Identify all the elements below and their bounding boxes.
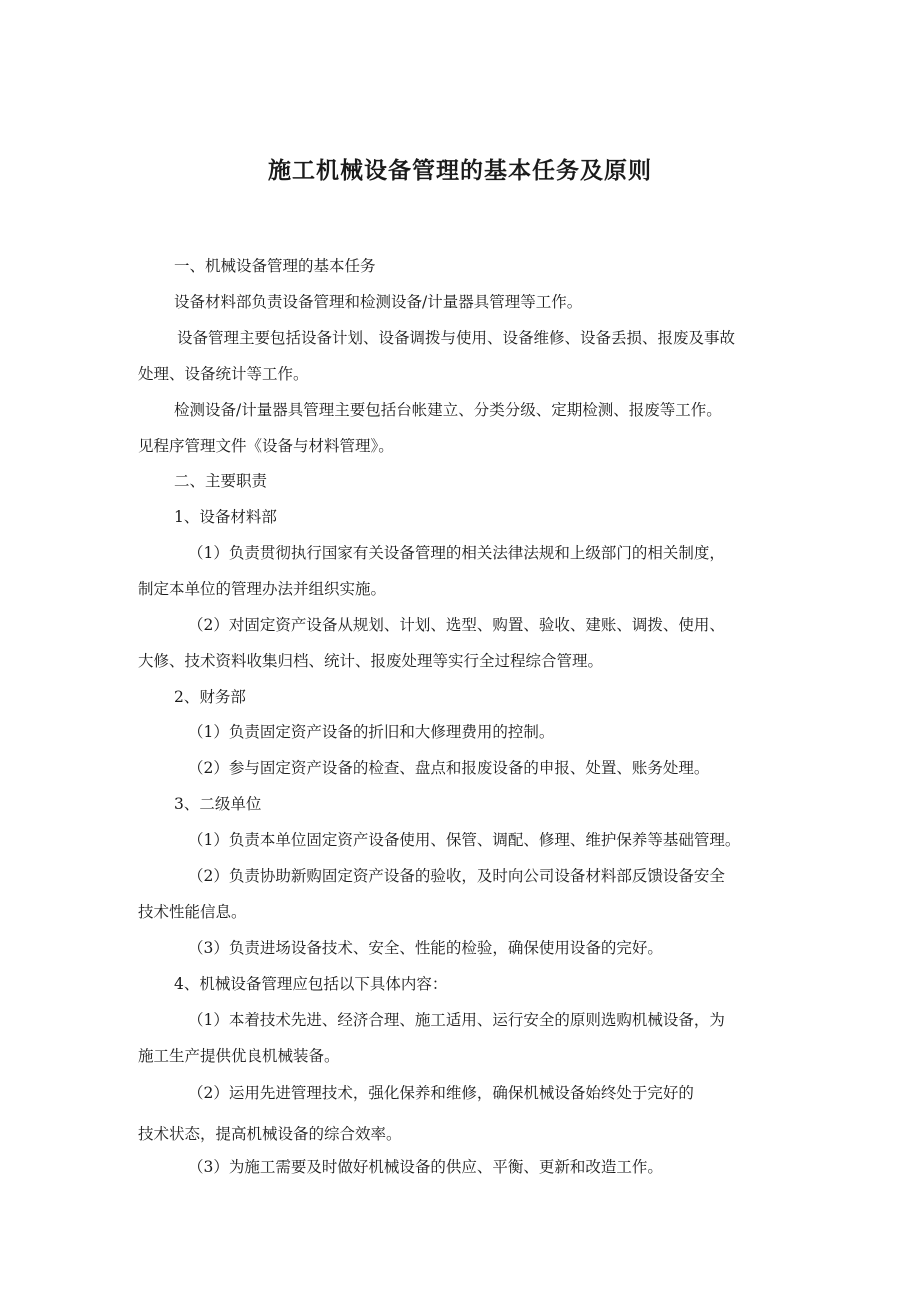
list-item: （2）负责协助新购固定资产设备的验收，及时向公司设备材料部反馈设备安全: [188, 867, 725, 885]
paragraph-line: 施工生产提供优良机械装备。: [138, 1047, 340, 1065]
list-item: （2）对固定资产设备从规划、计划、选型、购置、验收、建账、调拨、使用、: [188, 616, 725, 634]
list-item: （2）参与固定资产设备的检查、盘点和报废设备的申报、处置、账务处理。: [188, 759, 710, 777]
list-item: （3）负责进场设备技术、安全、性能的检验，确保使用设备的完好。: [188, 939, 663, 957]
list-item: （1）负责本单位固定资产设备使用、保管、调配、修理、维护保养等基础管理。: [188, 831, 741, 849]
paragraph-line: 设备材料部负责设备管理和检测设备/计量器具管理等工作。: [174, 293, 583, 311]
paragraph-line: 制定本单位的管理办法并组织实施。: [138, 580, 387, 598]
subsection-heading: 1、设备材料部: [174, 508, 277, 526]
list-item: （1）负责固定资产设备的折旧和大修理费用的控制。: [188, 723, 555, 741]
paragraph-line: 见程序管理文件《设备与材料管理》。: [138, 437, 394, 455]
section-heading-1: 一、机械设备管理的基本任务: [174, 257, 376, 275]
list-item: （3）为施工需要及时做好机械设备的供应、平衡、更新和改造工作。: [188, 1158, 663, 1176]
paragraph-line: 处理、设备统计等工作。: [138, 365, 309, 383]
subsection-heading: 3、二级单位: [174, 795, 262, 813]
paragraph-line: 设备管理主要包括设备计划、设备调拨与使用、设备维修、设备丢损、报废及事故: [177, 329, 736, 347]
paragraph-line: 技术性能信息。: [138, 903, 247, 921]
document-title: 施工机械设备管理的基本任务及原则: [268, 157, 652, 184]
list-item: （2）运用先进管理技术，强化保养和维修，确保机械设备始终处于完好的: [188, 1084, 694, 1102]
paragraph-line: 大修、技术资料收集归档、统计、报废处理等实行全过程综合管理。: [138, 652, 604, 670]
subsection-heading: 2、财务部: [174, 688, 246, 706]
paragraph-line: 检测设备/计量器具管理主要包括台帐建立、分类分级、定期检测、报废等工作。: [174, 401, 722, 419]
subsection-heading: 4、机械设备管理应包括以下具体内容：: [174, 975, 448, 993]
list-item: （1）负责贯彻执行国家有关设备管理的相关法律法规和上级部门的相关制度，: [188, 544, 725, 562]
paragraph-line: 技术状态，提高机械设备的综合效率。: [138, 1125, 402, 1143]
list-item: （1）本着技术先进、经济合理、施工适用、运行安全的原则选购机械设备，为: [188, 1011, 725, 1029]
section-heading-2: 二、主要职责: [174, 472, 268, 490]
